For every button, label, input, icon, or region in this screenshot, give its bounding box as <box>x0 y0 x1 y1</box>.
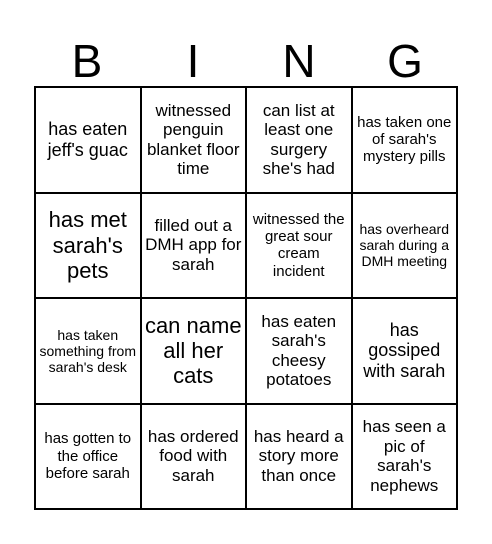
header-letter-n: N <box>282 35 316 87</box>
bingo-cell[interactable]: can list at least one surgery she's had <box>247 88 353 194</box>
bingo-cell[interactable]: has taken something from sarah's desk <box>36 299 142 405</box>
bingo-cell[interactable]: can name all her cats <box>142 299 248 405</box>
bingo-cell[interactable]: has overheard sarah during a DMH meeting <box>353 194 459 300</box>
header-letter-g: G <box>387 35 423 87</box>
bingo-cell[interactable]: has taken one of sarah's mystery pills <box>353 88 459 194</box>
bingo-cell[interactable]: witnessed the great sour cream incident <box>247 194 353 300</box>
bingo-grid <box>34 86 458 510</box>
bingo-cell[interactable]: has heard a story more than once <box>247 405 353 511</box>
bingo-cell[interactable]: has ordered food with sarah <box>142 405 248 511</box>
bingo-cell[interactable]: has gossiped with sarah <box>353 299 459 405</box>
header-letter-b: B <box>71 35 103 87</box>
bingo-cell[interactable]: has seen a pic of sarah's nephews <box>353 405 459 511</box>
bingo-cell[interactable]: has met sarah's pets <box>36 194 142 300</box>
bingo-cell[interactable]: witnessed penguin blanket floor time <box>142 88 248 194</box>
bingo-cell[interactable]: has eaten jeff's guac <box>36 88 142 194</box>
bingo-cell[interactable]: filled out a DMH app for sarah <box>142 194 248 300</box>
header-letter-i: I <box>186 35 200 87</box>
bingo-cell[interactable]: has eaten sarah's cheesy potatoes <box>247 299 353 405</box>
bingo-cell[interactable]: has gotten to the office before sarah <box>36 405 142 511</box>
bingo-header <box>34 36 458 86</box>
